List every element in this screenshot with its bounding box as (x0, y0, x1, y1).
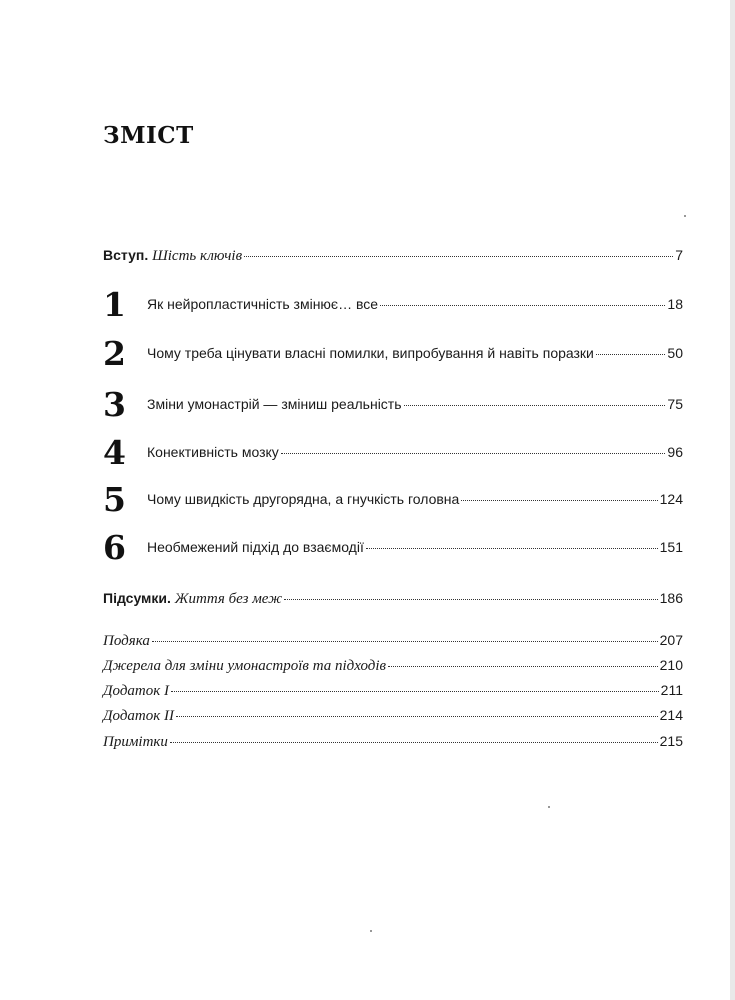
chapter-title: Необмежений підхід до взаємодії (147, 539, 364, 555)
page-number: 50 (667, 345, 683, 361)
toc-entry-chapter-2[interactable] (103, 334, 683, 373)
conclusion-label: Підсумки. (103, 590, 171, 606)
toc-entry-sources[interactable] (103, 657, 683, 675)
chapter-title: Конективність мозку (147, 444, 279, 460)
page-title: ЗМІСТ (103, 122, 194, 149)
chapter-number: 1 (103, 285, 126, 324)
page-number: 151 (659, 539, 683, 555)
scan-speck (370, 930, 372, 932)
back-matter-title: Додаток I (103, 683, 170, 699)
toc-entry-chapter-6[interactable] (103, 528, 683, 567)
dot-leader (596, 353, 666, 355)
chapter-number: 2 (103, 334, 126, 373)
dot-leader (281, 452, 666, 454)
page-number: 211 (660, 682, 683, 698)
page-edge (730, 0, 735, 1000)
chapter-title: Як нейропластичність змінює… все (147, 296, 379, 312)
dot-leader (461, 499, 657, 501)
chapter-number: 3 (103, 385, 126, 424)
toc-entry-intro[interactable] (103, 247, 683, 265)
dot-leader (244, 255, 673, 257)
page-number: 214 (659, 707, 683, 723)
back-matter-title: Джерела для зміни умонастроїв та підходів (103, 658, 387, 674)
back-matter-title: Додаток II (103, 708, 175, 724)
page-number: 75 (667, 396, 683, 412)
toc-entry-chapter-4[interactable] (103, 433, 683, 472)
dot-leader (170, 741, 658, 743)
chapter-number: 6 (103, 528, 126, 567)
page-number: 96 (667, 444, 683, 460)
back-matter-title: Примітки (103, 734, 168, 750)
toc-entry-chapter-5[interactable] (103, 480, 683, 519)
toc-entry-chapter-1[interactable] (103, 285, 683, 324)
scan-speck (684, 215, 686, 217)
chapter-title: Чому швидкість другорядна, а гнучкість головна (147, 491, 460, 507)
dot-leader (284, 598, 658, 600)
page-number: 186 (659, 590, 683, 606)
page-number: 124 (659, 491, 683, 507)
scan-speck (548, 806, 550, 808)
dot-leader (366, 547, 658, 549)
page-number: 207 (659, 632, 683, 648)
page-number: 210 (659, 657, 683, 673)
chapter-title: Зміни умонастрій — зміниш реальність (147, 396, 402, 412)
dot-leader (380, 304, 665, 306)
dot-leader (176, 715, 658, 717)
chapter-number: 5 (103, 480, 126, 519)
chapter-title: Чому треба цінувати власні помилки, випробування й навіть поразки (147, 345, 594, 361)
chapter-number: 4 (103, 433, 126, 472)
back-matter-title: Подяка (103, 633, 150, 649)
page-number: 7 (675, 247, 683, 263)
toc-entry-chapter-3[interactable] (103, 385, 683, 424)
toc-entry-appendix-2[interactable] (103, 707, 683, 725)
conclusion-title: Життя без меж (174, 591, 283, 607)
page-number: 215 (659, 733, 683, 749)
toc-entry-appendix-1[interactable] (103, 682, 683, 700)
intro-label: Вступ. (103, 247, 149, 263)
dot-leader (152, 640, 658, 642)
toc-entry-conclusion[interactable] (103, 590, 683, 608)
dot-leader (171, 690, 659, 692)
intro-title: Шість ключів (152, 248, 243, 264)
toc-entry-acknowledgements[interactable] (103, 632, 683, 650)
dot-leader (388, 665, 658, 667)
toc-entry-notes[interactable] (103, 733, 683, 751)
page-number: 18 (667, 296, 683, 312)
dot-leader (404, 404, 666, 406)
